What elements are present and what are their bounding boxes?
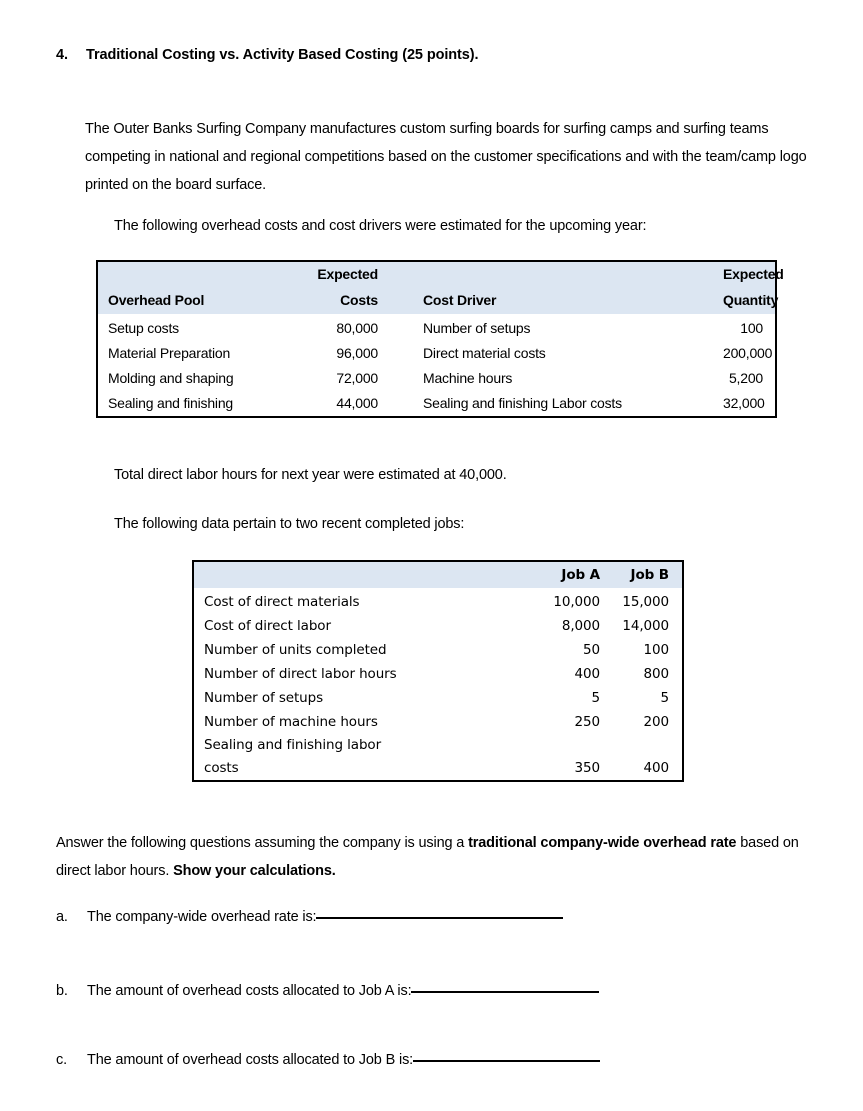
cell-job-b: 14,000 xyxy=(622,618,669,634)
overhead-table-lead-in: The following overhead costs and cost drivers were estimated for the upcoming year: xyxy=(114,218,647,234)
cell-qty: 5,200 xyxy=(728,370,763,386)
table-row-wrapped-top xyxy=(194,734,682,757)
cell-pool: Sealing and finishing xyxy=(108,395,234,411)
answer-item-c xyxy=(56,1052,600,1068)
answer-instructions-bold2: Show your calculations. xyxy=(173,863,336,879)
question-title: Traditional Costing vs. Activity Based Costing (25 points). xyxy=(86,47,479,63)
answer-text-b: The amount of overhead costs allocated to Job A is: xyxy=(87,983,412,999)
answer-instructions-bold1: traditional company-wide overhead rate xyxy=(468,835,737,851)
table-row xyxy=(194,588,682,614)
question-heading xyxy=(56,47,816,63)
cell-label: Number of machine hours xyxy=(204,714,378,730)
header-overhead-pool: Overhead Pool xyxy=(108,292,205,308)
overhead-costs-table xyxy=(96,260,784,418)
header-expected-quantity-line1: Expected xyxy=(723,266,784,282)
cell-job-a-empty xyxy=(504,734,614,757)
cell-job-a: 400 xyxy=(574,666,600,682)
answer-blank-b[interactable] xyxy=(411,991,599,993)
cell-job-a: 350 xyxy=(574,760,600,776)
cell-driver: Direct material costs xyxy=(423,345,546,361)
cell-pool: Setup costs xyxy=(108,320,179,336)
header-job-a: Job A xyxy=(561,567,600,583)
cell-job-a: 50 xyxy=(583,642,600,658)
header-blank-pool xyxy=(98,262,278,287)
table-row xyxy=(98,314,775,341)
question-number: 4. xyxy=(56,47,68,63)
header-expected-costs-line2: Costs xyxy=(340,292,378,308)
direct-labor-hours-note: Total direct labor hours for next year were estimated at 40,000. xyxy=(114,467,507,483)
header-expected-quantity-line2: Quantity xyxy=(723,292,779,308)
cell-job-b: 5 xyxy=(660,690,669,706)
cell-label: Cost of direct materials xyxy=(204,594,360,610)
table-header-row-top xyxy=(98,262,775,287)
table-row xyxy=(194,614,682,638)
cell-qty: 32,000 xyxy=(723,395,765,411)
header-blank-label xyxy=(194,562,504,588)
answer-letter-c: c. xyxy=(56,1052,67,1068)
cell-label-line2: costs xyxy=(204,760,239,776)
cell-driver: Number of setups xyxy=(423,320,531,336)
answer-blank-a[interactable] xyxy=(316,917,563,919)
cell-qty: 100 xyxy=(740,320,763,336)
cell-job-b: 100 xyxy=(643,642,669,658)
table-row xyxy=(98,341,775,366)
table-row xyxy=(98,366,775,391)
intro-paragraph: The Outer Banks Surfing Company manufactures custom surfing boards for surfing camps and surfing teams competing in national and regional competitions based on the customer specifications and with the team/camp logo printed on the board surface. xyxy=(85,121,807,193)
header-cost-driver: Cost Driver xyxy=(423,292,497,308)
table-row xyxy=(98,391,775,416)
table-header-row xyxy=(194,562,682,588)
cell-driver: Sealing and finishing Labor costs xyxy=(423,395,622,411)
answer-item-b xyxy=(56,983,599,999)
cell-cost: 80,000 xyxy=(336,320,378,336)
cell-qty: 200,000 xyxy=(723,345,773,361)
cell-driver: Machine hours xyxy=(423,370,513,386)
answer-instructions xyxy=(56,829,816,885)
jobs-data-table xyxy=(192,560,684,782)
answer-text-c: The amount of overhead costs allocated to Job B is: xyxy=(87,1052,414,1068)
cell-job-a: 8,000 xyxy=(561,618,600,634)
header-expected-costs-line1: Expected xyxy=(317,266,378,282)
answer-item-a xyxy=(56,909,563,925)
table-row xyxy=(194,710,682,734)
cell-label: Cost of direct labor xyxy=(204,618,331,634)
answer-instructions-part1: Answer the following questions assuming the company is using a xyxy=(56,835,469,851)
header-blank-driver xyxy=(402,262,723,287)
header-job-b: Job B xyxy=(630,567,669,583)
table-row xyxy=(194,686,682,710)
table-header-row-bottom xyxy=(98,287,775,314)
table-row xyxy=(194,662,682,686)
cell-job-b: 400 xyxy=(643,760,669,776)
cell-label: Number of setups xyxy=(204,690,324,706)
cell-job-b-empty xyxy=(614,734,682,757)
answer-instructions-part2: based on direct labor hours. xyxy=(56,835,799,879)
table-row-wrapped-bottom xyxy=(194,757,682,780)
table-row xyxy=(194,638,682,662)
cell-job-b: 800 xyxy=(643,666,669,682)
answer-letter-b: b. xyxy=(56,983,68,999)
cell-job-a: 10,000 xyxy=(553,594,600,610)
cell-job-b: 200 xyxy=(643,714,669,730)
cell-cost: 44,000 xyxy=(336,395,378,411)
cell-cost: 96,000 xyxy=(336,345,378,361)
answer-text-a: The company-wide overhead rate is: xyxy=(87,909,317,925)
cell-job-a: 5 xyxy=(591,690,600,706)
cell-cost: 72,000 xyxy=(336,370,378,386)
cell-pool: Molding and shaping xyxy=(108,370,234,386)
cell-label: Number of direct labor hours xyxy=(204,666,397,682)
answer-letter-a: a. xyxy=(56,909,68,925)
cell-job-a: 250 xyxy=(574,714,600,730)
cell-label: Number of units completed xyxy=(204,642,387,658)
cell-label-line1: Sealing and finishing labor xyxy=(204,737,382,753)
answer-blank-c[interactable] xyxy=(413,1060,600,1062)
cell-job-b: 15,000 xyxy=(622,594,669,610)
cell-pool: Material Preparation xyxy=(108,345,231,361)
jobs-table-lead-in: The following data pertain to two recent completed jobs: xyxy=(114,516,465,532)
